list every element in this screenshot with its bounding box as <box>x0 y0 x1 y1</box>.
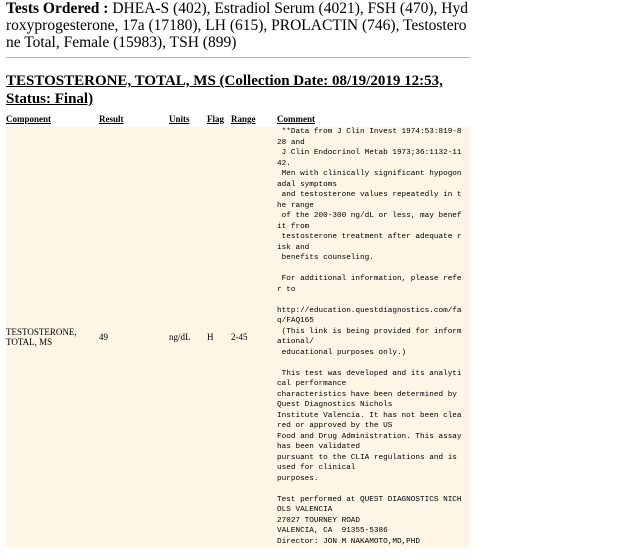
section-title: TESTOSTERONE, TOTAL, MS (Collection Date: 08/19/2019 12:53, Status: Final) <box>6 73 443 107</box>
column-header-range: Range <box>231 114 256 124</box>
result-cell: 49 <box>99 127 169 547</box>
range-cell: 2-45 <box>231 127 277 547</box>
column-header-comment: Comment <box>277 114 315 124</box>
component-cell: TESTOSTERONE, TOTAL, MS <box>6 127 99 547</box>
lab-report <box>6 0 470 547</box>
column-header-component: Component <box>6 114 52 124</box>
column-header-result: Result <box>99 114 124 124</box>
results-table <box>6 114 470 547</box>
section-divider <box>6 57 470 58</box>
table-header-row <box>6 114 470 127</box>
comment-text: **Data from J Clin Invest 1974:53:819-8 28 and J Clin Endocrinol Metab 1973;36:1132-11 42. Men with clinically significant hypogon adal symptoms and testosterone values repeatedly in t he range of the 200-300 ng/dL or less, may benef it from testosterone treatment after adequate r isk and benefits counseling. For additional information, please refe r to http://education.questdiagnostics.com/fa q/FAQ165 (This link is being provided for inform ational/ educational purposes only.) This test was developed and its analyti cal performance characteristics have been determined by Quest Diagnostics Nichols Institute Valencia. It has not been clea red or approved by the US Food and Drug Administration. This assay has been validated pursuant to the CLIA regulations and is used for clinical purposes. Test performed at QUEST DIAGNOSTICS NICH OLS VALENCIA 27027 TOURNEY ROAD VALENCIA, CA 91355-5386 Director: JON M NAKAMOTO,MD,PHD <box>277 128 462 546</box>
units-cell: ng/dL <box>169 127 207 547</box>
flag-cell: H <box>207 127 231 547</box>
tests-ordered-list: DHEA-S (402), Estradiol Serum (4021), FSH (470), Hydroxyprogesterone, 17a (17180), LH (615), PROLACTIN (746), Testosterone Total, Female (15983), TSH (899) <box>6 0 468 51</box>
column-header-flag: Flag <box>207 114 224 124</box>
tests-ordered-label: Tests Ordered : <box>6 0 109 17</box>
column-header-units: Units <box>169 114 190 124</box>
table-row <box>6 127 470 547</box>
tests-ordered <box>6 0 470 51</box>
comment-cell <box>277 127 470 547</box>
